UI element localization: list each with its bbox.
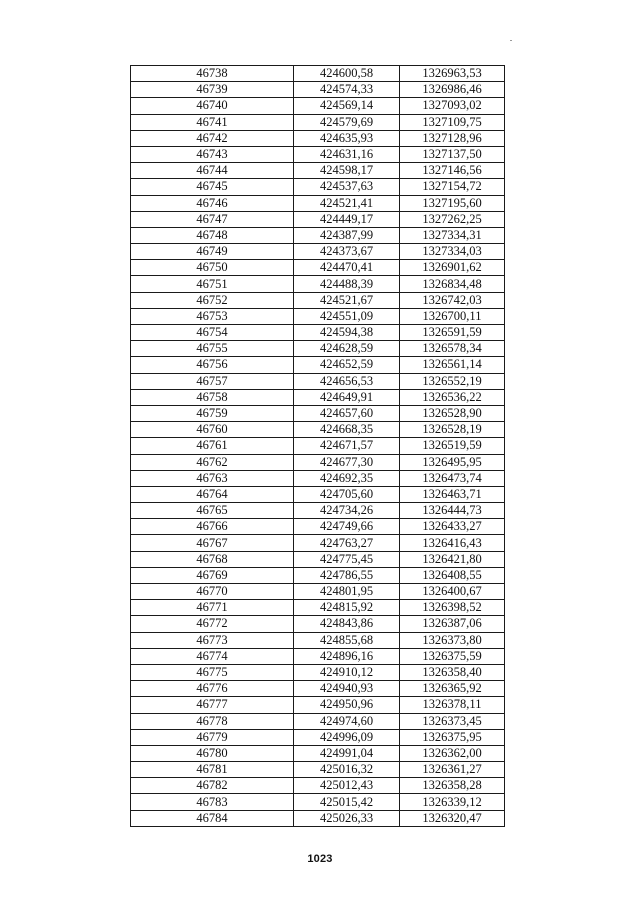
- table-row: [131, 195, 505, 211]
- y-coordinate-cell: 1327334,31: [400, 227, 505, 243]
- x-coordinate-cell: 424569,14: [294, 98, 400, 114]
- point-number-cell: 46763: [131, 470, 294, 486]
- y-coordinate-cell: 1326373,80: [400, 632, 505, 648]
- y-coordinate-cell: 1326901,62: [400, 260, 505, 276]
- point-number-cell: 46742: [131, 130, 294, 146]
- y-coordinate-cell: 1326986,46: [400, 82, 505, 98]
- point-number-cell: 46755: [131, 341, 294, 357]
- x-coordinate-cell: 424551,09: [294, 308, 400, 324]
- table-row: [131, 648, 505, 664]
- y-coordinate-cell: 1326421,80: [400, 551, 505, 567]
- y-coordinate-cell: 1326375,95: [400, 729, 505, 745]
- table-row: [131, 211, 505, 227]
- x-coordinate-cell: 424594,38: [294, 325, 400, 341]
- table-row: [131, 664, 505, 680]
- x-coordinate-cell: 424574,33: [294, 82, 400, 98]
- point-number-cell: 46752: [131, 292, 294, 308]
- point-number-cell: 46780: [131, 745, 294, 761]
- point-number-cell: 46773: [131, 632, 294, 648]
- y-coordinate-cell: 1326358,40: [400, 664, 505, 680]
- table-row: [131, 260, 505, 276]
- y-coordinate-cell: 1326358,28: [400, 778, 505, 794]
- point-number-cell: 46756: [131, 357, 294, 373]
- point-number-cell: 46738: [131, 66, 294, 82]
- table-row: [131, 146, 505, 162]
- y-coordinate-cell: 1326362,00: [400, 745, 505, 761]
- x-coordinate-cell: 424705,60: [294, 486, 400, 502]
- table-row: [131, 616, 505, 632]
- y-coordinate-cell: 1326552,19: [400, 373, 505, 389]
- coordinates-table-body: [131, 66, 505, 827]
- table-row: [131, 486, 505, 502]
- table-row: [131, 308, 505, 324]
- point-number-cell: 46767: [131, 535, 294, 551]
- x-coordinate-cell: 424734,26: [294, 503, 400, 519]
- point-number-cell: 46779: [131, 729, 294, 745]
- y-coordinate-cell: 1326591,59: [400, 325, 505, 341]
- page-number: 1023: [307, 853, 333, 865]
- x-coordinate-cell: 424671,57: [294, 438, 400, 454]
- table-row: [131, 227, 505, 243]
- x-coordinate-cell: 425015,42: [294, 794, 400, 810]
- y-coordinate-cell: 1326742,03: [400, 292, 505, 308]
- y-coordinate-cell: 1326339,12: [400, 794, 505, 810]
- y-coordinate-cell: 1326578,34: [400, 341, 505, 357]
- point-number-cell: 46758: [131, 389, 294, 405]
- y-coordinate-cell: 1327195,60: [400, 195, 505, 211]
- point-number-cell: 46782: [131, 778, 294, 794]
- point-number-cell: 46762: [131, 454, 294, 470]
- y-coordinate-cell: 1326375,59: [400, 648, 505, 664]
- table-row: [131, 422, 505, 438]
- x-coordinate-cell: 424657,60: [294, 405, 400, 421]
- x-coordinate-cell: 424373,67: [294, 244, 400, 260]
- x-coordinate-cell: 425026,33: [294, 810, 400, 826]
- point-number-cell: 46766: [131, 519, 294, 535]
- x-coordinate-cell: 424656,53: [294, 373, 400, 389]
- x-coordinate-cell: 424910,12: [294, 664, 400, 680]
- x-coordinate-cell: 424801,95: [294, 584, 400, 600]
- point-number-cell: 46745: [131, 179, 294, 195]
- x-coordinate-cell: 424996,09: [294, 729, 400, 745]
- point-number-cell: 46784: [131, 810, 294, 826]
- table-row: [131, 405, 505, 421]
- x-coordinate-cell: 424843,86: [294, 616, 400, 632]
- y-coordinate-cell: 1326361,27: [400, 762, 505, 778]
- table-row: [131, 82, 505, 98]
- point-number-cell: 46746: [131, 195, 294, 211]
- point-number-cell: 46739: [131, 82, 294, 98]
- point-number-cell: 46741: [131, 114, 294, 130]
- y-coordinate-cell: 1327109,75: [400, 114, 505, 130]
- point-number-cell: 46750: [131, 260, 294, 276]
- x-coordinate-cell: 424749,66: [294, 519, 400, 535]
- point-number-cell: 46783: [131, 794, 294, 810]
- table-row: [131, 697, 505, 713]
- y-coordinate-cell: 1326834,48: [400, 276, 505, 292]
- x-coordinate-cell: 424940,93: [294, 681, 400, 697]
- x-coordinate-cell: 424786,55: [294, 567, 400, 583]
- point-number-cell: 46769: [131, 567, 294, 583]
- table-row: [131, 130, 505, 146]
- table-row: [131, 535, 505, 551]
- point-number-cell: 46764: [131, 486, 294, 502]
- y-coordinate-cell: 1326398,52: [400, 600, 505, 616]
- point-number-cell: 46772: [131, 616, 294, 632]
- x-coordinate-cell: 424537,63: [294, 179, 400, 195]
- x-coordinate-cell: 424896,16: [294, 648, 400, 664]
- point-number-cell: 46757: [131, 373, 294, 389]
- y-coordinate-cell: 1327137,50: [400, 146, 505, 162]
- x-coordinate-cell: 425016,32: [294, 762, 400, 778]
- table-row: [131, 114, 505, 130]
- point-number-cell: 46759: [131, 405, 294, 421]
- point-number-cell: 46740: [131, 98, 294, 114]
- x-coordinate-cell: 425012,43: [294, 778, 400, 794]
- table-row: [131, 438, 505, 454]
- table-row: [131, 163, 505, 179]
- point-number-cell: 46748: [131, 227, 294, 243]
- y-coordinate-cell: 1327154,72: [400, 179, 505, 195]
- y-coordinate-cell: 1326463,71: [400, 486, 505, 502]
- table-row: [131, 762, 505, 778]
- table-row: [131, 373, 505, 389]
- y-coordinate-cell: 1326400,67: [400, 584, 505, 600]
- x-coordinate-cell: 424488,39: [294, 276, 400, 292]
- point-number-cell: 46743: [131, 146, 294, 162]
- table-row: [131, 778, 505, 794]
- x-coordinate-cell: 424521,41: [294, 195, 400, 211]
- point-number-cell: 46765: [131, 503, 294, 519]
- table-row: [131, 567, 505, 583]
- point-number-cell: 46768: [131, 551, 294, 567]
- table-row: [131, 729, 505, 745]
- x-coordinate-cell: 424449,17: [294, 211, 400, 227]
- x-coordinate-cell: 424950,96: [294, 697, 400, 713]
- y-coordinate-cell: 1326378,11: [400, 697, 505, 713]
- x-coordinate-cell: 424628,59: [294, 341, 400, 357]
- x-coordinate-cell: 424649,91: [294, 389, 400, 405]
- point-number-cell: 46761: [131, 438, 294, 454]
- point-number-cell: 46771: [131, 600, 294, 616]
- table-row: [131, 600, 505, 616]
- point-number-cell: 46749: [131, 244, 294, 260]
- point-number-cell: 46754: [131, 325, 294, 341]
- point-number-cell: 46760: [131, 422, 294, 438]
- table-row: [131, 341, 505, 357]
- y-coordinate-cell: 1326365,92: [400, 681, 505, 697]
- x-coordinate-cell: 424598,17: [294, 163, 400, 179]
- x-coordinate-cell: 424579,69: [294, 114, 400, 130]
- x-coordinate-cell: 424692,35: [294, 470, 400, 486]
- table-row: [131, 292, 505, 308]
- y-coordinate-cell: 1327334,03: [400, 244, 505, 260]
- point-number-cell: 46751: [131, 276, 294, 292]
- point-number-cell: 46778: [131, 713, 294, 729]
- y-coordinate-cell: 1326373,45: [400, 713, 505, 729]
- y-coordinate-cell: 1326528,90: [400, 405, 505, 421]
- table-row: [131, 179, 505, 195]
- table-row: [131, 584, 505, 600]
- x-coordinate-cell: 424974,60: [294, 713, 400, 729]
- x-coordinate-cell: 424677,30: [294, 454, 400, 470]
- point-number-cell: 46777: [131, 697, 294, 713]
- point-number-cell: 46774: [131, 648, 294, 664]
- table-row: [131, 681, 505, 697]
- y-coordinate-cell: 1326473,74: [400, 470, 505, 486]
- y-coordinate-cell: 1327262,25: [400, 211, 505, 227]
- table-row: [131, 519, 505, 535]
- x-coordinate-cell: 424668,35: [294, 422, 400, 438]
- x-coordinate-cell: 424991,04: [294, 745, 400, 761]
- y-coordinate-cell: 1326536,22: [400, 389, 505, 405]
- y-coordinate-cell: 1326433,27: [400, 519, 505, 535]
- point-number-cell: 46744: [131, 163, 294, 179]
- y-coordinate-cell: 1326528,19: [400, 422, 505, 438]
- table-row: [131, 325, 505, 341]
- x-coordinate-cell: 424775,45: [294, 551, 400, 567]
- table-row: [131, 745, 505, 761]
- y-coordinate-cell: 1326320,47: [400, 810, 505, 826]
- point-number-cell: 46747: [131, 211, 294, 227]
- x-coordinate-cell: 424600,58: [294, 66, 400, 82]
- point-number-cell: 46781: [131, 762, 294, 778]
- table-row: [131, 810, 505, 826]
- table-row: [131, 794, 505, 810]
- point-number-cell: 46753: [131, 308, 294, 324]
- x-coordinate-cell: 424521,67: [294, 292, 400, 308]
- x-coordinate-cell: 424470,41: [294, 260, 400, 276]
- y-coordinate-cell: 1326700,11: [400, 308, 505, 324]
- y-coordinate-cell: 1326387,06: [400, 616, 505, 632]
- point-number-cell: 46770: [131, 584, 294, 600]
- x-coordinate-cell: 424635,93: [294, 130, 400, 146]
- x-coordinate-cell: 424652,59: [294, 357, 400, 373]
- coordinates-table: [130, 65, 505, 827]
- table-row: [131, 357, 505, 373]
- x-coordinate-cell: 424815,92: [294, 600, 400, 616]
- table-row: [131, 713, 505, 729]
- table-row: [131, 470, 505, 486]
- table-row: [131, 551, 505, 567]
- table-row: [131, 389, 505, 405]
- point-number-cell: 46776: [131, 681, 294, 697]
- scan-speck: [510, 40, 512, 41]
- y-coordinate-cell: 1326519,59: [400, 438, 505, 454]
- table-row: [131, 276, 505, 292]
- y-coordinate-cell: 1326963,53: [400, 66, 505, 82]
- y-coordinate-cell: 1326416,43: [400, 535, 505, 551]
- y-coordinate-cell: 1326444,73: [400, 503, 505, 519]
- table-row: [131, 98, 505, 114]
- x-coordinate-cell: 424763,27: [294, 535, 400, 551]
- table-row: [131, 454, 505, 470]
- y-coordinate-cell: 1326495,95: [400, 454, 505, 470]
- y-coordinate-cell: 1326561,14: [400, 357, 505, 373]
- y-coordinate-cell: 1327128,96: [400, 130, 505, 146]
- x-coordinate-cell: 424631,16: [294, 146, 400, 162]
- x-coordinate-cell: 424855,68: [294, 632, 400, 648]
- point-number-cell: 46775: [131, 664, 294, 680]
- table-row: [131, 632, 505, 648]
- x-coordinate-cell: 424387,99: [294, 227, 400, 243]
- table-row: [131, 66, 505, 82]
- y-coordinate-cell: 1327093,02: [400, 98, 505, 114]
- y-coordinate-cell: 1326408,55: [400, 567, 505, 583]
- table-row: [131, 244, 505, 260]
- y-coordinate-cell: 1327146,56: [400, 163, 505, 179]
- table-row: [131, 503, 505, 519]
